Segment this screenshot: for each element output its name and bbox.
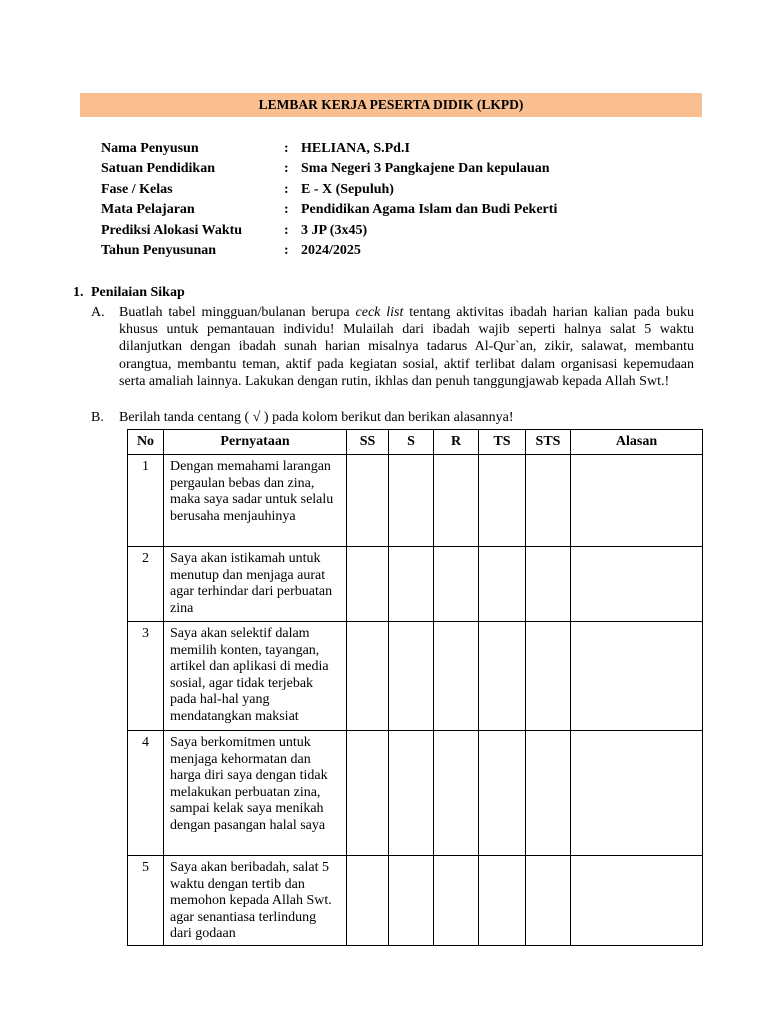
item-a-text-start: Buatlah tabel mingguan/bulanan berupa <box>119 305 356 320</box>
info-label: Tahun Penyusunan <box>101 242 217 258</box>
info-colon: : <box>284 161 289 177</box>
item-a-text-end: tentang aktivitas ibadah harian kalian pada buku khusus untuk pemantauan individu! Mulailah dari ibadah wajib seperti halnya salat 5 waktu dilanjutkan dengan ibadah sunah harian misalnya tadarus Al-Qur`an, zikir, salawat, membantu orangtua, membantu teman, aktif pada kegiatan sosial, aktif terlibat dalam organisasi kepemudaan serta amaliah lainnya. Lakukan dengan rutin, ikhlas dan penuh tanggungjawab kepada Allah Swt.! <box>119 305 694 389</box>
cell-ts[interactable] <box>479 731 526 856</box>
cell-sts[interactable] <box>526 856 571 946</box>
section-heading <box>73 283 185 303</box>
header-ss: SS <box>347 430 389 455</box>
info-colon: : <box>284 202 289 218</box>
info-value: 3 JP (3x45) <box>301 222 368 238</box>
header-ts: TS <box>479 430 526 455</box>
cell-ss[interactable] <box>347 856 389 946</box>
info-value: E - X (Sepuluh) <box>301 181 394 197</box>
info-label: Mata Pelajaran <box>101 202 195 218</box>
cell-sts[interactable] <box>526 622 571 731</box>
item-a-marker: A. <box>91 305 105 320</box>
cell-ts[interactable] <box>479 856 526 946</box>
cell-r[interactable] <box>434 547 479 622</box>
header-reason: Alasan <box>571 430 703 455</box>
cell-ss[interactable] <box>347 455 389 547</box>
info-colon: : <box>284 242 289 258</box>
cell-ts[interactable] <box>479 622 526 731</box>
cell-sts[interactable] <box>526 547 571 622</box>
info-value: HELIANA, S.Pd.I <box>301 141 410 156</box>
cell-sts[interactable] <box>526 731 571 856</box>
cell-reason[interactable] <box>571 547 703 622</box>
cell-ss[interactable] <box>347 547 389 622</box>
header-s: S <box>389 430 434 455</box>
info-colon: : <box>284 141 289 156</box>
cell-reason[interactable] <box>571 455 703 547</box>
cell-ss[interactable] <box>347 731 389 856</box>
info-label: Prediksi Alokasi Waktu <box>101 222 243 238</box>
row-statement: Dengan memahami larangan pergaulan bebas dan zina, maka saya sadar untuk selalu berusaha menjauhinya <box>164 455 347 547</box>
table-row <box>128 856 703 946</box>
row-statement: Saya akan selektif dalam memilih konten, tayangan, artikel dan aplikasi di media sosial, agar tidak terjebak pada hal-hal yang mendatangkan maksiat <box>164 622 347 731</box>
cell-ts[interactable] <box>479 547 526 622</box>
cell-r[interactable] <box>434 731 479 856</box>
cell-s[interactable] <box>389 455 434 547</box>
info-label: Satuan Pendidikan <box>101 161 215 177</box>
table-row <box>128 731 703 856</box>
cell-reason[interactable] <box>571 622 703 731</box>
row-number: 1 <box>128 455 164 547</box>
item-a-italic-term: ceck list <box>355 305 404 320</box>
cell-sts[interactable] <box>526 455 571 547</box>
cell-r[interactable] <box>434 856 479 946</box>
cell-s[interactable] <box>389 856 434 946</box>
info-colon: : <box>284 222 289 238</box>
row-statement: Saya akan istikamah untuk menutup dan menjaga aurat agar terhindar dari perbuatan zina <box>164 547 347 622</box>
info-value: Sma Negeri 3 Pangkajene Dan kepulauan <box>301 161 550 177</box>
header-sts: STS <box>526 430 571 455</box>
cell-reason[interactable] <box>571 856 703 946</box>
cell-ts[interactable] <box>479 455 526 547</box>
row-number: 2 <box>128 547 164 622</box>
table-header-row <box>128 430 703 455</box>
section-title: Penilaian Sikap <box>91 285 185 300</box>
item-b-marker: B. <box>91 410 104 425</box>
header-no: No <box>128 430 164 455</box>
cell-reason[interactable] <box>571 731 703 856</box>
cell-r[interactable] <box>434 622 479 731</box>
row-number: 3 <box>128 622 164 731</box>
row-statement: Saya akan beribadah, salat 5 waktu dengan tertib dan memohon kepada Allah Swt. agar senantiasa terlindung dari godaan <box>164 856 347 946</box>
item-b-text: Berilah tanda centang ( √ ) pada kolom berikut dan berikan alasannya! <box>119 410 514 425</box>
cell-r[interactable] <box>434 455 479 547</box>
row-number: 5 <box>128 856 164 946</box>
item-a-text <box>119 304 694 390</box>
info-colon: : <box>284 181 289 197</box>
cell-s[interactable] <box>389 622 434 731</box>
info-value: Pendidikan Agama Islam dan Budi Pekerti <box>301 202 558 218</box>
info-value: 2024/2025 <box>301 242 361 258</box>
info-label: Fase / Kelas <box>101 181 173 197</box>
cell-s[interactable] <box>389 731 434 856</box>
header-r: R <box>434 430 479 455</box>
cell-ss[interactable] <box>347 622 389 731</box>
lkpd-title: LEMBAR KERJA PESERTA DIDIK (LKPD) <box>80 93 702 117</box>
table-row <box>128 622 703 731</box>
section-number: 1. <box>73 285 84 300</box>
cell-s[interactable] <box>389 547 434 622</box>
info-label: Nama Penyusun <box>101 141 199 156</box>
table-row <box>128 547 703 622</box>
header-statement: Pernyataan <box>164 430 347 455</box>
row-number: 4 <box>128 731 164 856</box>
row-statement: Saya berkomitmen untuk menjaga kehormatan dan harga diri saya dengan tidak melakukan perbuatan zina, sampai kelak saya menikah dengan pasangan halal saya <box>164 731 347 856</box>
table-row <box>128 455 703 547</box>
attitude-table <box>127 429 703 946</box>
